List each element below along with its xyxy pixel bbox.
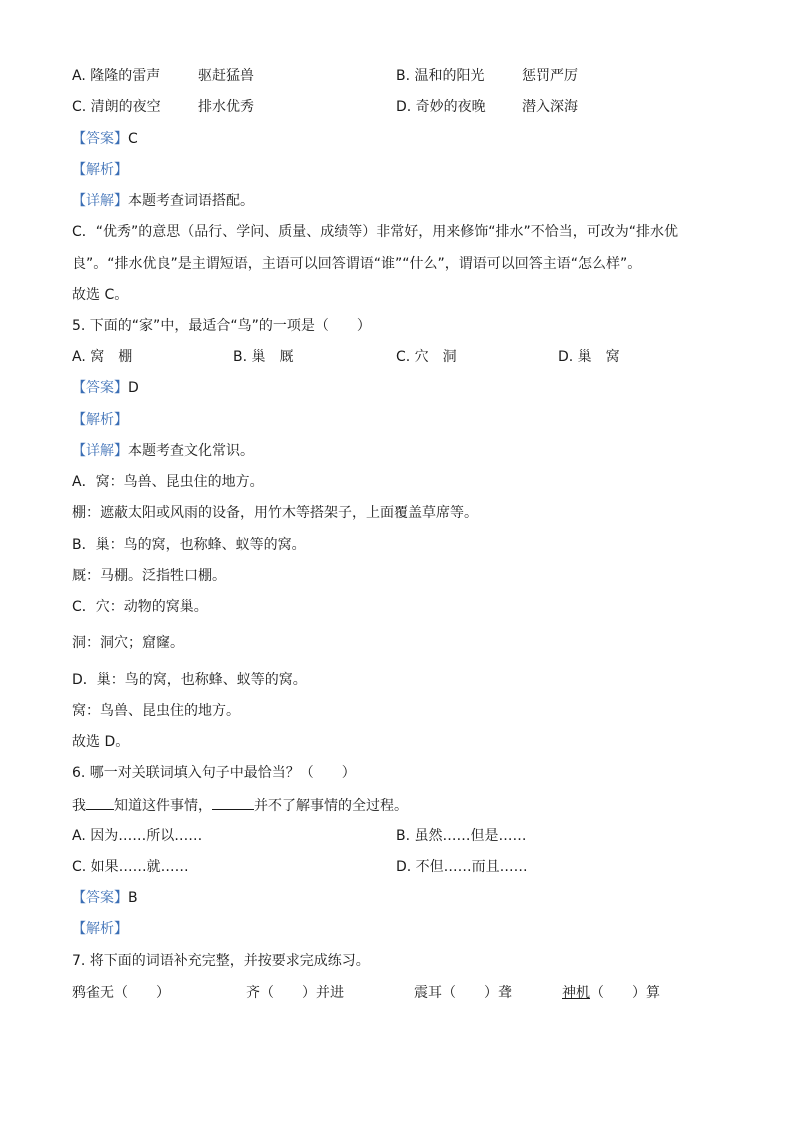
q4-option-a-word: 驱赶猛兽 <box>198 68 254 84</box>
detail-intro: 本题考查词语搭配。 <box>128 193 254 209</box>
q5-option-c: C. 穴 洞 <box>396 349 457 365</box>
q5-conclusion: 故选 D。 <box>72 734 130 750</box>
detail-tag: 【详解】 <box>72 193 128 209</box>
q4-conclusion: 故选 C。 <box>72 287 129 303</box>
q6-analysis-tag: 【解析】 <box>72 921 128 937</box>
answer-value: C <box>128 131 138 147</box>
q4-option-b-word: 惩罚严厉 <box>522 68 578 84</box>
q4-option-c-word: 排水优秀 <box>198 99 254 115</box>
q4-option-d-word: 潜入深海 <box>522 99 578 115</box>
q4-option-b-label: B. 温和的阳光 <box>396 68 485 84</box>
q6-option-a: A. 因为……所以…… <box>72 828 203 844</box>
q4-option-d-label: D. 奇妙的夜晚 <box>396 99 486 115</box>
q4-detail-line-2: 良”。“排水优良”是主谓短语，主语可以回答谓语“谁”“什么”，谓语可以回答主语“怎么样”。 <box>72 256 642 272</box>
q5-line-wo: 窝：鸟兽、昆虫住的地方。 <box>72 703 240 719</box>
q6-answer <box>72 888 138 908</box>
q5-line-jiu: 厩：马棚。泛指牲口棚。 <box>72 568 226 584</box>
q4-option-a-label: A. 隆隆的雷声 <box>72 68 161 84</box>
q6-option-d: D. 不但……而且…… <box>396 859 528 875</box>
q5-line-c: C．穴：动物的窝巢。 <box>72 599 208 615</box>
q7-item-1: 鸦雀无（ ） <box>72 985 170 1001</box>
q4-answer <box>72 129 138 149</box>
detail-intro: 本题考查文化常识。 <box>128 443 254 459</box>
q5-line-peng: 棚：遮蔽太阳或风雨的设备，用竹木等搭架子，上面覆盖草席等。 <box>72 505 478 521</box>
q6-option-c: C. 如果……就…… <box>72 859 189 875</box>
blank-1 <box>86 795 114 810</box>
answer-tag: 【答案】 <box>72 131 128 147</box>
q5-option-d: D. 巢 窝 <box>558 349 620 365</box>
q5-line-d: D．巢：鸟的窝，也称蜂、蚁等的窝。 <box>72 672 307 688</box>
q5-option-a: A. 窝 棚 <box>72 349 133 365</box>
underlined-word: 神机 <box>562 985 590 1001</box>
q4-detail-line-1: C．“优秀”的意思（品行、学问、质量、成绩等）非常好，用来修饰“排水”不恰当，可改为“排水优 <box>72 224 679 240</box>
q7-question: 7. 将下面的词语补充完整，并按要求完成练习。 <box>72 953 370 969</box>
detail-tag: 【详解】 <box>72 443 128 459</box>
answer-tag: 【答案】 <box>72 380 128 396</box>
q5-line-b: B．巢：鸟的窝，也称蜂、蚁等的窝。 <box>72 537 306 553</box>
q6-option-b: B. 虽然……但是…… <box>396 828 527 844</box>
blank-2 <box>212 795 254 810</box>
q7-item-4: 神机（ ）算 <box>562 985 660 1001</box>
q5-line-dong: 洞：洞穴；窟窿。 <box>72 635 184 651</box>
q6-question: 6. 哪一对关联词填入句子中最恰当？（ ） <box>72 765 356 781</box>
q4-detail <box>72 191 254 211</box>
q7-item-2: 齐（ ）并进 <box>246 985 344 1001</box>
q4-option-c-label: C. 清朗的夜空 <box>72 99 161 115</box>
q5-question: 5. 下面的“家”中，最适合“鸟”的一项是（ ） <box>72 318 371 334</box>
q5-line-a: A．窝：鸟兽、昆虫住的地方。 <box>72 474 264 490</box>
answer-value: D <box>128 380 139 396</box>
q5-option-b: B. 巢 厩 <box>233 349 294 365</box>
q5-analysis-tag: 【解析】 <box>72 412 128 428</box>
answer-value: B <box>128 890 138 906</box>
q4-analysis-tag: 【解析】 <box>72 162 128 178</box>
q5-detail <box>72 441 254 461</box>
q6-sentence: 我 知道这件事情， 并不了解事情的全过程。 <box>72 795 408 815</box>
q7-item-3: 震耳（ ）聋 <box>414 985 512 1001</box>
answer-tag: 【答案】 <box>72 890 128 906</box>
q5-answer <box>72 378 139 398</box>
